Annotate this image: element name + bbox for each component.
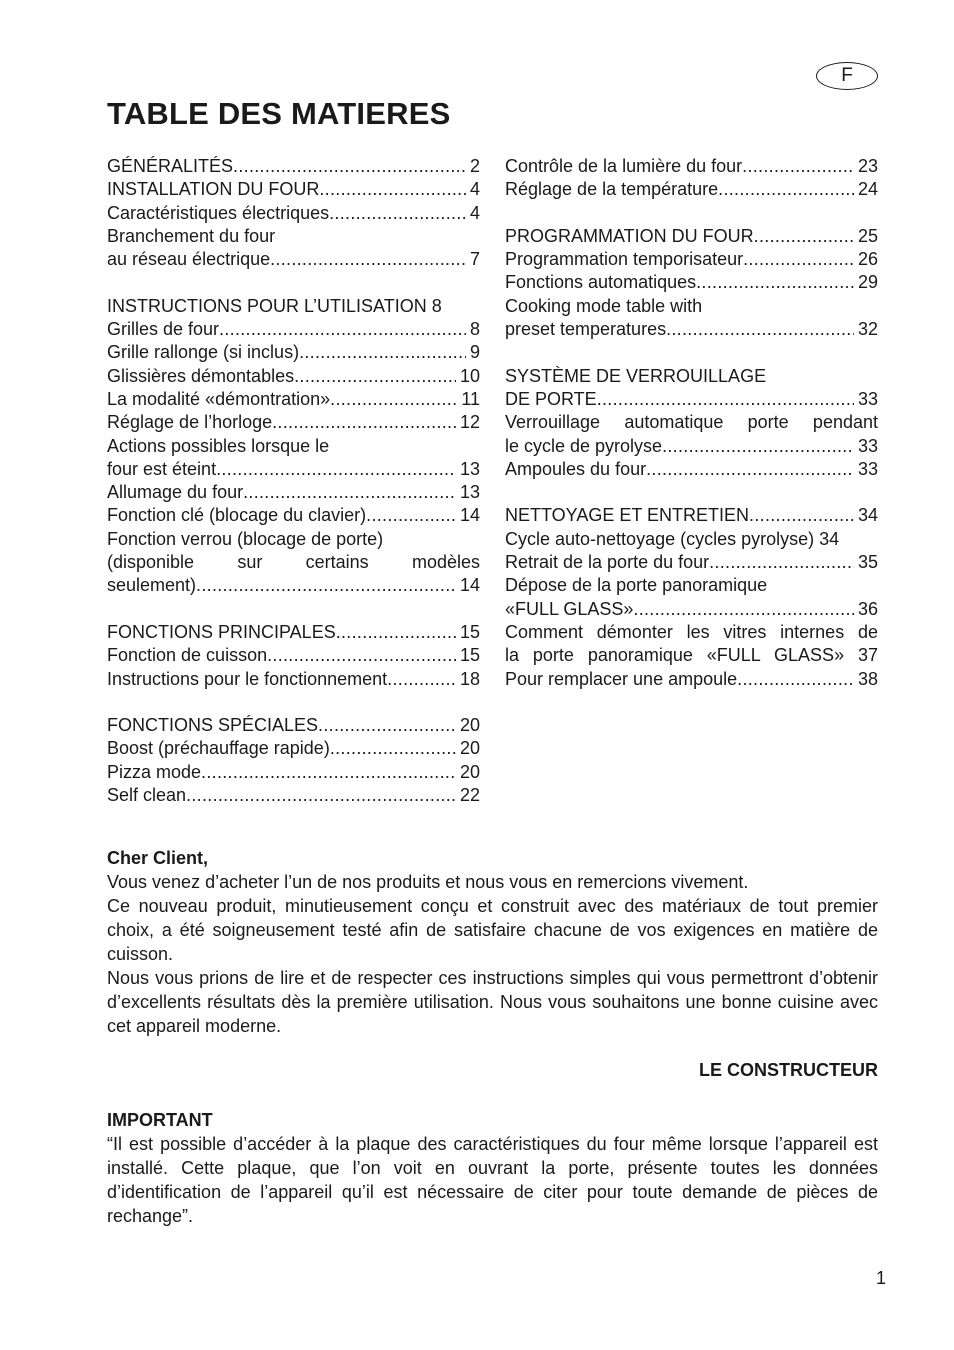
toc-leader-dots	[330, 737, 456, 760]
toc-entry-page: 35	[857, 552, 878, 573]
toc-entry-page: 22	[459, 785, 480, 806]
toc-entry-page: 10	[459, 365, 480, 386]
toc-entry-label: FONCTIONS SPÉCIALES	[107, 715, 319, 736]
toc-entry-text: (disponible sur certains modèles	[107, 552, 480, 573]
toc-entry-label: au réseau électrique	[107, 249, 271, 270]
toc-entry-text: INSTRUCTIONS POUR L’UTILISATION 8	[107, 295, 442, 316]
toc-leader-dots	[597, 388, 854, 411]
toc-gap	[107, 598, 480, 621]
toc-entry	[107, 458, 480, 481]
toc-leader-dots	[219, 318, 466, 341]
letter-signature: LE CONSTRUCTEUR	[699, 1060, 878, 1080]
toc-leader-dots	[696, 271, 854, 294]
toc-leader-dots	[196, 574, 456, 597]
toc-entry-page: 2	[469, 156, 480, 176]
toc-entry-page: 29	[857, 272, 878, 293]
toc-entry	[107, 737, 480, 760]
toc-entry	[505, 271, 878, 294]
toc-entry-page: 34	[857, 505, 878, 526]
toc-entry-text: Dépose de la porte panoramique	[505, 575, 768, 596]
toc-entry-text: Cooking mode table with	[505, 295, 703, 316]
toc-entry-page: 13	[459, 482, 480, 503]
toc-entry-label: Réglage de la température	[505, 179, 719, 200]
toc-entry-page: 8	[469, 319, 480, 340]
toc-entry	[107, 621, 480, 644]
toc-entry-page: 15	[459, 621, 480, 642]
toc-entry-label: preset temperatures	[505, 319, 667, 340]
toc-entry-label: Pizza mode	[107, 761, 202, 782]
toc-entry-text: Branchement du four	[107, 225, 276, 246]
toc-entry-page: 20	[459, 738, 480, 759]
toc-leader-dots	[318, 714, 456, 737]
toc-entry-label: Réglage de l’horloge	[107, 412, 273, 433]
letter-paragraph: Ce nouveau produit, minutieusement conçu et construit avec des matériaux de tout premier choix, a été soigneusement testé afin de satisfaire chacune de vos exigences en matière de cuisson.	[107, 896, 878, 964]
toc-entry-label: GÉNÉRALITÉS	[107, 156, 234, 176]
important-text: “Il est possible d’accéder à la plaque des caractéristiques du four même lorsque l’appareil est installé. Cette plaque, que l’on voit en ouvrant la porte, présente toutes les données d’identification de l’appareil qu’il est nécessaire de citer pour toute demande de pièces de rechange”.	[107, 1134, 878, 1226]
toc-entry	[505, 318, 878, 341]
toc-entry-page: 11	[461, 388, 480, 409]
toc-entry-label: Programmation temporisateur	[505, 249, 744, 270]
toc-entry-page: 13	[459, 458, 480, 479]
toc-leader-dots	[754, 225, 854, 248]
toc-leader-dots	[387, 668, 456, 691]
toc-gap	[107, 271, 480, 294]
toc-entry-label: Retrait de la porte du four	[505, 552, 710, 573]
toc-entry-label: Fonction clé (blocage du clavier)	[107, 505, 367, 526]
toc-leader-dots	[201, 761, 456, 784]
toc-entry	[107, 318, 480, 341]
toc-entry-page: 9	[469, 342, 480, 363]
toc-entry-page: 18	[459, 668, 480, 689]
toc-leader-dots	[646, 458, 854, 481]
toc-entry-text: Actions possibles lorsque le	[107, 435, 330, 456]
toc-entry	[107, 202, 480, 225]
toc-entry-label: Allumage du four	[107, 482, 244, 503]
toc-entry	[107, 761, 480, 784]
toc-entry-page: 32	[857, 319, 878, 340]
toc-entry	[505, 458, 878, 481]
toc-leader-dots	[243, 481, 456, 504]
toc-entry-label: La modalité «démontration»	[107, 388, 331, 409]
toc-gap	[505, 202, 878, 225]
toc-entry	[107, 178, 480, 201]
toc-entry-label: seulement)	[107, 575, 197, 596]
toc-entry-page: 26	[857, 249, 878, 270]
toc-entry	[505, 668, 878, 691]
toc-entry-label: INSTALLATION DU FOUR	[107, 179, 320, 200]
letter-paragraph: Nous vous prions de lire et de respecter ces instructions simples qui vous permettront d’obtenir d’excellents résultats dès la première utilisation. Nous vous souhaitons une bonne cuisine avec cet appareil moderne.	[107, 968, 878, 1036]
toc-entry-page: 36	[857, 598, 878, 619]
toc-entry-page: 15	[459, 645, 480, 666]
toc-entry-label: Fonctions automatiques	[505, 272, 697, 293]
important-notice	[107, 1108, 878, 1228]
toc-entry-label: Caractéristiques électriques	[107, 202, 330, 223]
toc-entry-page: 7	[469, 249, 480, 270]
toc-leader-dots	[336, 621, 456, 644]
toc-entry	[505, 155, 878, 178]
toc-entry	[107, 388, 480, 411]
toc-gap	[505, 481, 878, 504]
toc-entry-label: DE PORTE	[505, 388, 597, 409]
toc-leader-dots	[270, 248, 466, 271]
toc-entry-label: le cycle de pyrolyse	[505, 435, 663, 456]
toc-entry	[505, 225, 878, 248]
toc-leader-dots	[749, 504, 854, 527]
toc-leader-dots	[666, 318, 854, 341]
toc-entry	[107, 504, 480, 527]
toc-entry	[107, 784, 480, 807]
toc-entry-label: Ampoules du four	[505, 458, 647, 479]
toc-entry-label: Glissières démontables	[107, 365, 295, 386]
toc-entry-text: Cycle auto-nettoyage (cycles pyrolyse) 34	[505, 528, 840, 549]
toc-entry-label: four est éteint	[107, 458, 217, 479]
toc-entry	[107, 365, 480, 388]
toc-entry	[107, 248, 480, 271]
toc-leader-dots	[709, 551, 854, 574]
toc-leader-dots	[633, 598, 854, 621]
toc-entry-page: 38	[857, 668, 878, 689]
customer-letter	[107, 846, 878, 1038]
toc-leader-dots	[319, 178, 466, 201]
toc-entry	[505, 248, 878, 271]
toc-leader-dots	[233, 155, 466, 178]
toc-entry-text: la porte panoramique «FULL GLASS» 37	[505, 645, 878, 666]
toc-entry-page: 33	[857, 388, 878, 409]
toc-entry-text: Comment démonter les vitres internes de	[505, 621, 878, 642]
toc-entry-page: 4	[469, 179, 480, 200]
toc-leader-dots	[294, 365, 456, 388]
toc-entry	[107, 668, 480, 691]
toc-column-left	[107, 155, 480, 807]
toc-entry-label: Instructions pour le fonctionnement	[107, 668, 388, 689]
letter-greeting: Cher Client,	[107, 848, 209, 868]
page-number: 1	[875, 1268, 886, 1288]
toc-entry-page: 24	[857, 179, 878, 200]
toc-column-right	[505, 155, 878, 691]
toc-entry	[505, 504, 878, 527]
letter-paragraph: Vous venez d’acheter l’un de nos produits et nous vous en remercions vivement.	[107, 872, 749, 892]
toc-entry	[505, 598, 878, 621]
toc-leader-dots	[267, 644, 456, 667]
important-heading: IMPORTANT	[107, 1110, 213, 1130]
toc-entry-page: 33	[857, 458, 878, 479]
language-badge: F	[816, 62, 878, 90]
toc-gap	[505, 341, 878, 364]
toc-entry-text: Fonction verrou (blocage de porte)	[107, 528, 384, 549]
toc-entry-label: PROGRAMMATION DU FOUR	[505, 225, 754, 246]
toc-leader-dots	[330, 388, 457, 411]
toc-leader-dots	[272, 411, 456, 434]
toc-entry-text: SYSTÈME DE VERROUILLAGE	[505, 365, 767, 386]
toc-gap	[107, 691, 480, 714]
toc-entry	[505, 435, 878, 458]
toc-leader-dots	[216, 458, 456, 481]
toc-leader-dots	[718, 178, 854, 201]
toc-entry	[505, 551, 878, 574]
toc-leader-dots	[743, 248, 854, 271]
toc-entry-label: Grille rallonge (si inclus)	[107, 342, 300, 363]
toc-entry	[107, 714, 480, 737]
toc-entry-label: Fonction de cuisson	[107, 645, 268, 666]
toc-leader-dots	[299, 341, 466, 364]
toc-leader-dots	[662, 435, 854, 458]
toc-entry	[107, 481, 480, 504]
toc-entry-page: 23	[857, 156, 878, 176]
toc-entry	[107, 411, 480, 434]
toc-entry-text: Verrouillage automatique porte pendant	[505, 412, 878, 433]
toc-entry	[107, 341, 480, 364]
toc-leader-dots	[737, 668, 854, 691]
toc-entry	[505, 178, 878, 201]
toc-entry-label: Contrôle de la lumière du four	[505, 156, 743, 176]
toc-entry-label: NETTOYAGE ET ENTRETIEN	[505, 505, 750, 526]
toc-entry-page: 14	[459, 505, 480, 526]
toc-leader-dots	[742, 155, 854, 178]
toc-entry	[107, 155, 480, 178]
toc-entry-label: Pour remplacer une ampoule	[505, 668, 738, 689]
toc-entry-label: Self clean	[107, 785, 187, 806]
toc-leader-dots	[329, 202, 466, 225]
toc-entry-label: FONCTIONS PRINCIPALES	[107, 621, 336, 642]
toc-entry-label: Grilles de four	[107, 319, 220, 340]
toc-entry	[505, 388, 878, 411]
toc-entry-label: «FULL GLASS»	[505, 598, 634, 619]
toc-entry-page: 14	[459, 575, 480, 596]
toc-entry-label: Boost (préchauffage rapide)	[107, 738, 330, 759]
toc-entry-page: 20	[459, 761, 480, 782]
toc-leader-dots	[186, 784, 456, 807]
toc-entry-page: 25	[857, 225, 878, 246]
toc-entry	[107, 644, 480, 667]
toc-leader-dots	[366, 504, 456, 527]
toc-entry	[107, 574, 480, 597]
toc-entry-page: 20	[459, 715, 480, 736]
toc-entry-page: 12	[459, 412, 480, 433]
toc-entry-page: 4	[469, 202, 480, 223]
page-title: TABLE DES MATIERES	[107, 96, 451, 131]
toc-entry-page: 33	[857, 435, 878, 456]
